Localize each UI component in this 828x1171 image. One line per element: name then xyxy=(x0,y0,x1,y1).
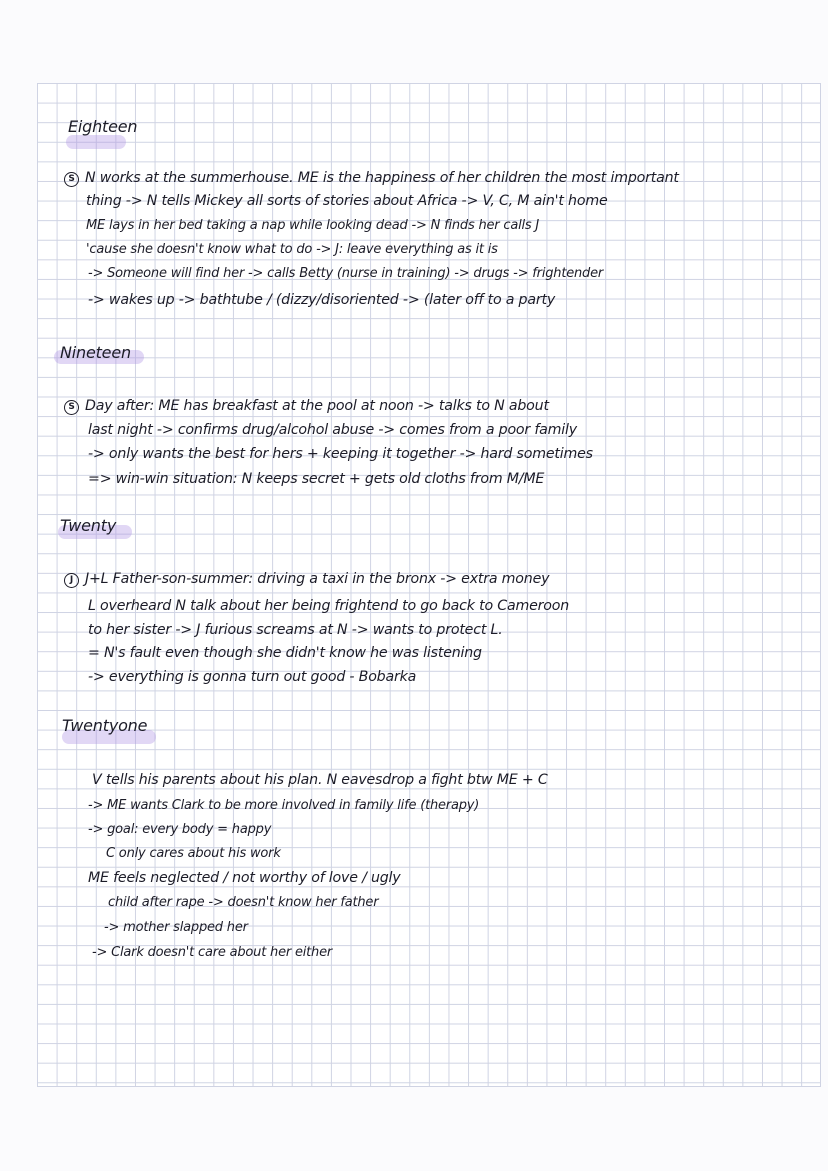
note-line: child after rape -> doesn't know her father xyxy=(108,895,379,910)
section-heading-twenty: Twenty xyxy=(60,516,117,535)
section-marker: J xyxy=(64,573,79,588)
heading-highlight xyxy=(66,135,126,149)
note-line: 'cause she doesn't know what to do -> J: leave everything as it is xyxy=(86,242,498,257)
note-line: -> only wants the best for hers + keeping it together -> hard sometimes xyxy=(88,446,593,462)
section-heading-twentyone: Twentyone xyxy=(62,716,148,735)
note-line: L overheard N talk about her being frightend to go back to Cameroon xyxy=(88,598,569,614)
note-line: thing -> N tells Mickey all sorts of stories about Africa -> V, C, M ain't home xyxy=(86,193,608,209)
note-line xyxy=(64,398,549,415)
note-line: -> ME wants Clark to be more involved in family life (therapy) xyxy=(88,798,480,813)
note-line: C only cares about his work xyxy=(106,846,281,861)
note-line: -> goal: every body = happy xyxy=(88,822,272,837)
section-marker: S xyxy=(64,400,79,415)
note-line: -> mother slapped her xyxy=(104,920,248,935)
note-line: -> Someone will find her -> calls Betty (nurse in training) -> drugs -> frightender xyxy=(88,266,604,281)
note-text: Day after: ME has breakfast at the pool at noon -> talks to N about xyxy=(85,398,549,414)
note-text: N works at the summerhouse. ME is the happiness of her children the most important xyxy=(85,170,679,186)
note-line: -> everything is gonna turn out good - Bobarka xyxy=(88,669,417,685)
note-line xyxy=(64,571,549,588)
note-line: -> wakes up -> bathtube / (dizzy/disoriented -> (later off to a party xyxy=(88,292,556,308)
section-marker: S xyxy=(64,172,79,187)
note-line: -> Clark doesn't care about her either xyxy=(92,945,333,960)
note-line: = N's fault even though she didn't know he was listening xyxy=(88,645,482,661)
note-line: last night -> confirms drug/alcohol abuse -> comes from a poor family xyxy=(88,422,577,438)
note-line: ME feels neglected / not worthy of love / ugly xyxy=(88,870,401,886)
section-heading-eighteen: Eighteen xyxy=(68,117,138,136)
note-line xyxy=(64,170,679,187)
note-line: => win-win situation: N keeps secret + gets old cloths from M/ME xyxy=(88,471,545,487)
section-heading-nineteen: Nineteen xyxy=(60,343,131,362)
note-line: ME lays in her bed taking a nap while looking dead -> N finds her calls J xyxy=(86,218,540,233)
note-line: to her sister -> J furious screams at N -> wants to protect L. xyxy=(88,622,503,638)
note-line: V tells his parents about his plan. N eavesdrop a fight btw ME + C xyxy=(92,772,548,788)
note-text: J+L Father-son-summer: driving a taxi in the bronx -> extra money xyxy=(85,571,550,587)
